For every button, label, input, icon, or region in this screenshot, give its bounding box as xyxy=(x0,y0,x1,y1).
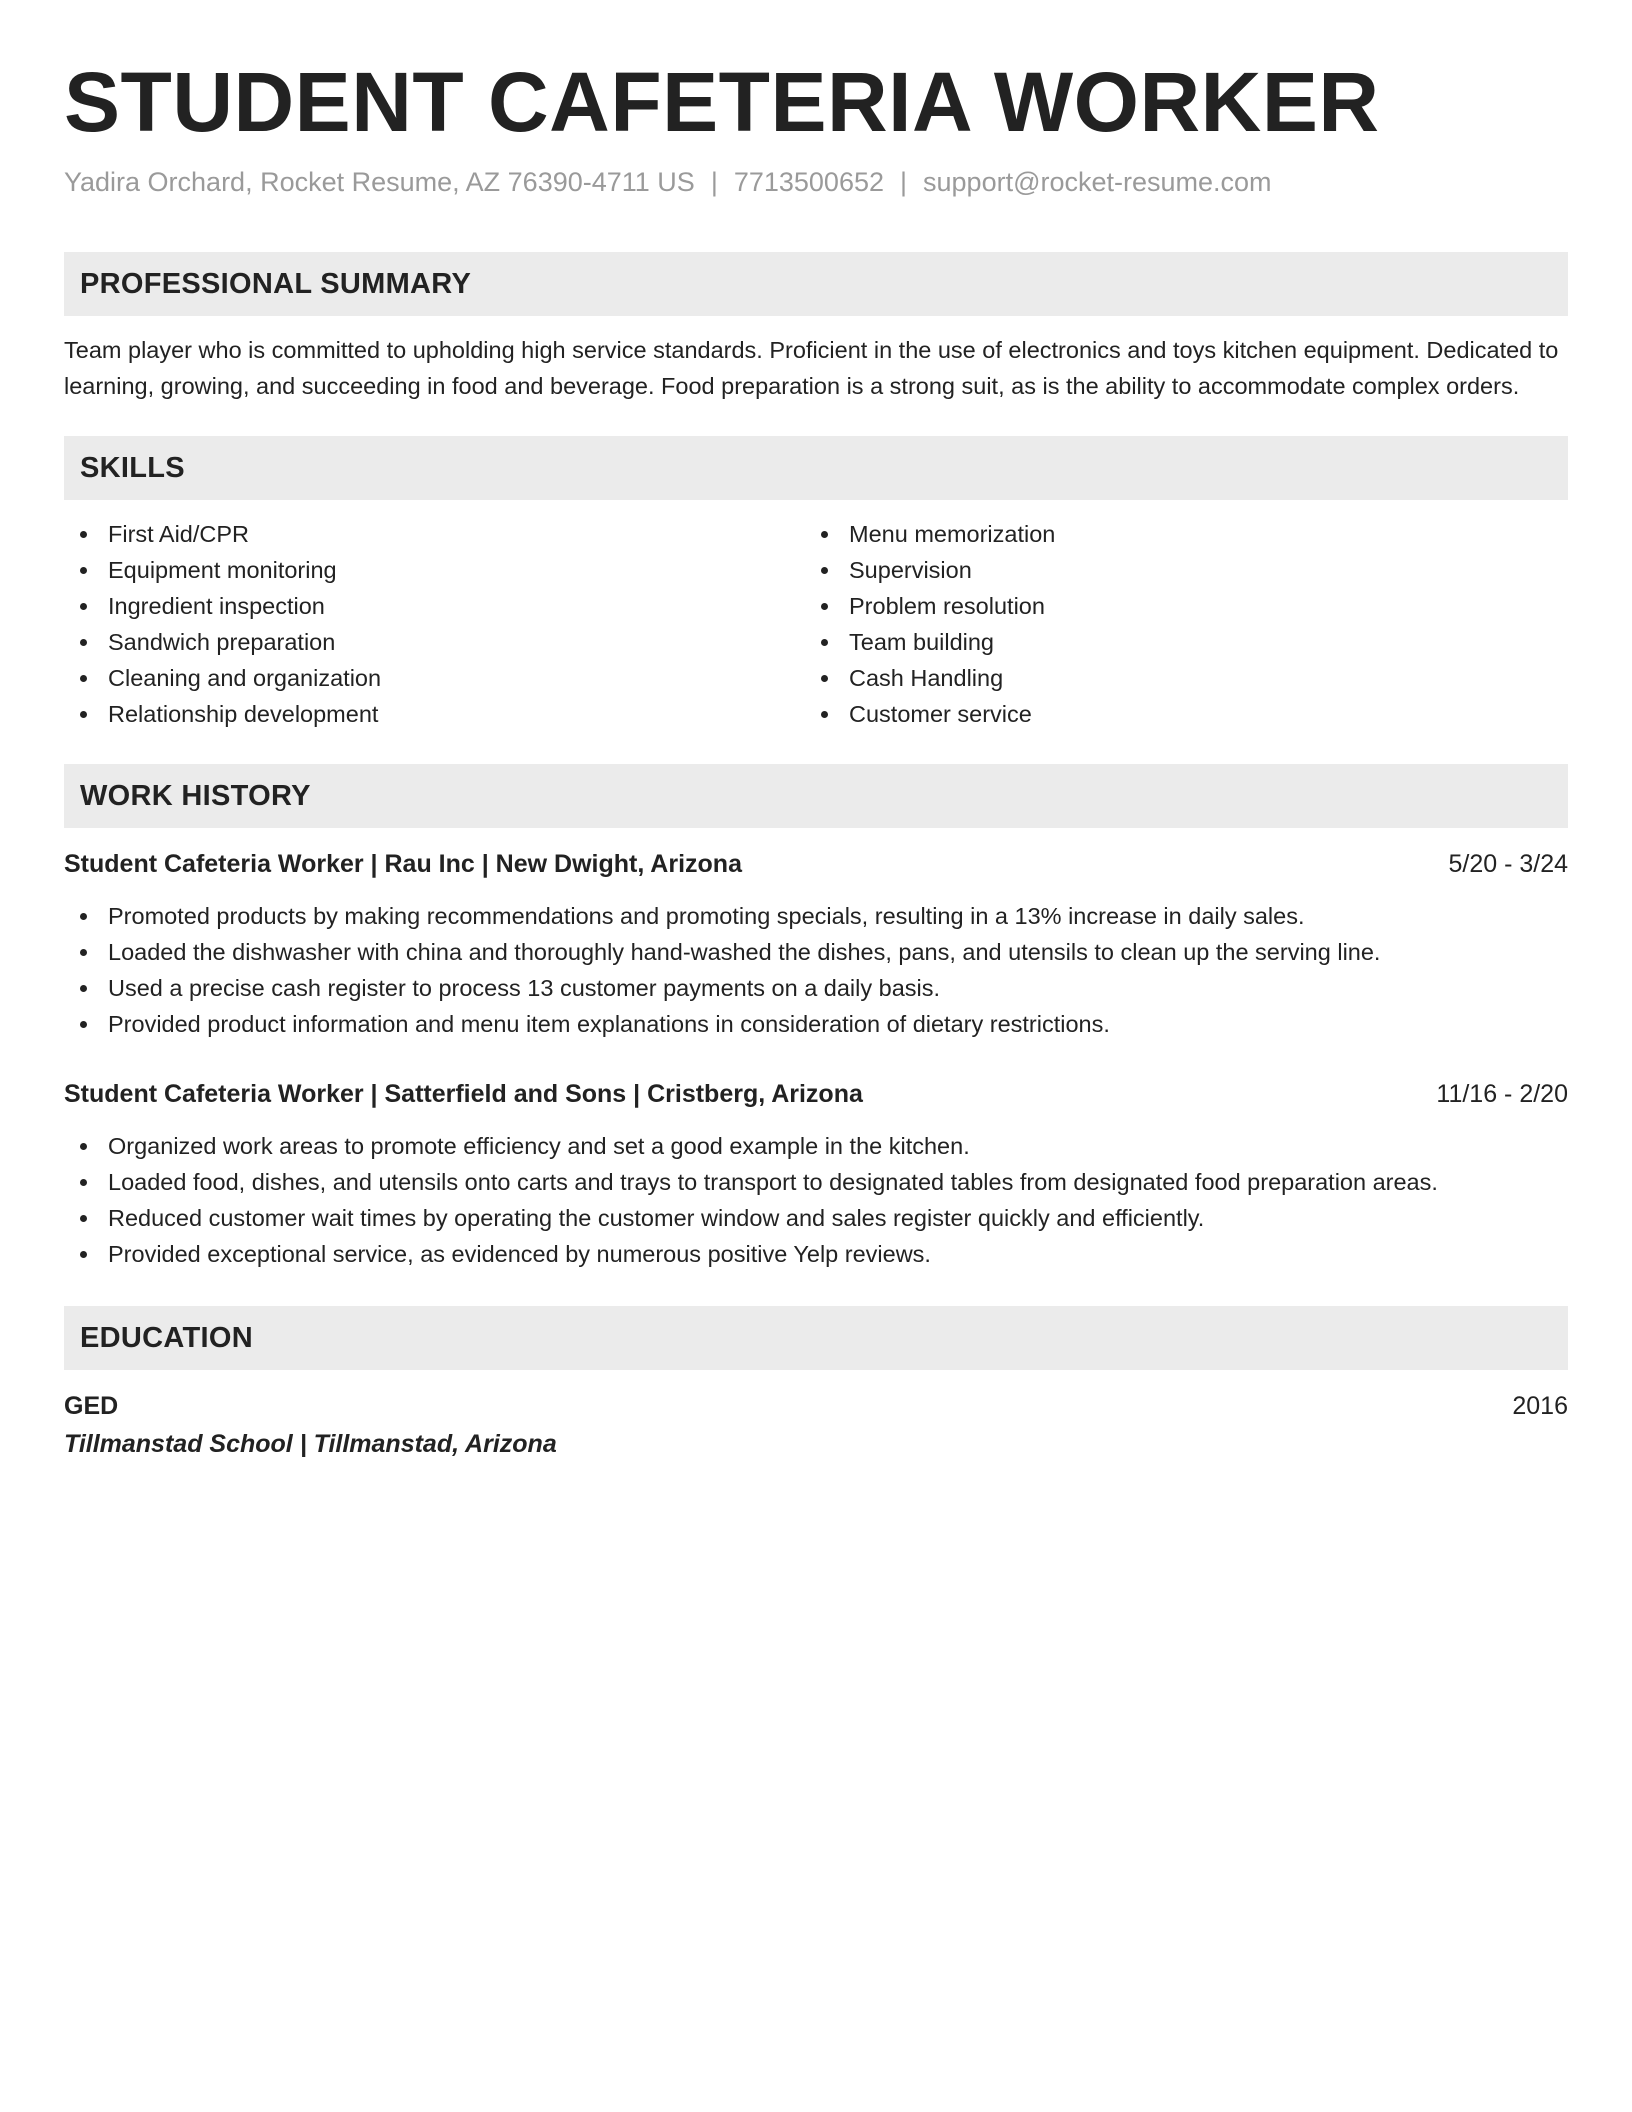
skills-column-left xyxy=(64,516,805,732)
skill-item: Menu memorization xyxy=(805,516,1055,552)
job-bullet: Used a precise cash register to process 13 customer payments on a daily basis. xyxy=(64,970,1568,1006)
section-header-summary: PROFESSIONAL SUMMARY xyxy=(64,252,1568,316)
contact-separator: | xyxy=(900,167,908,197)
skill-item: Supervision xyxy=(805,552,1055,588)
job-bullet: Provided product information and menu item explanations in consideration of dietary restrictions. xyxy=(64,1006,1568,1042)
skill-item: Equipment monitoring xyxy=(64,552,805,588)
skill-item: Cash Handling xyxy=(805,660,1055,696)
resume-name: STUDENT CAFETERIA WORKER xyxy=(64,55,1380,149)
job-title: Student Cafeteria Worker | Satterfield and Sons | Cristberg, Arizona xyxy=(64,1080,863,1108)
skill-item: First Aid/CPR xyxy=(64,516,805,552)
job-bullet: Loaded food, dishes, and utensils onto carts and trays to transport to designated tables from designated food preparation areas. xyxy=(64,1164,1568,1200)
skill-item: Problem resolution xyxy=(805,588,1055,624)
job-bullets xyxy=(64,898,1568,1042)
contact-address: Yadira Orchard, Rocket Resume, AZ 76390-4711 US xyxy=(64,167,695,197)
section-header-education: EDUCATION xyxy=(64,1306,1568,1370)
job-title: Student Cafeteria Worker | Rau Inc | New Dwight, Arizona xyxy=(64,850,742,878)
skill-item: Relationship development xyxy=(64,696,805,732)
job-entry xyxy=(64,846,1568,1042)
job-dates: 5/20 - 3/24 xyxy=(1448,850,1568,878)
skills-column-right xyxy=(805,516,1055,732)
contact-phone: 7713500652 xyxy=(733,167,884,197)
skill-item: Team building xyxy=(805,624,1055,660)
education-row xyxy=(64,1388,1568,1424)
job-bullet: Loaded the dishwasher with china and thoroughly hand-washed the dishes, pans, and utensils to clean up the serving line. xyxy=(64,934,1568,970)
section-header-work-history: WORK HISTORY xyxy=(64,764,1568,828)
education-year: 2016 xyxy=(1512,1392,1568,1420)
skill-item: Ingredient inspection xyxy=(64,588,805,624)
skills-grid xyxy=(64,516,1568,732)
contact-email: support@rocket-resume.com xyxy=(923,167,1272,197)
job-title-row xyxy=(64,1076,1568,1112)
job-bullet: Reduced customer wait times by operating the customer window and sales register quickly and efficiently. xyxy=(64,1200,1568,1236)
summary-text: Team player who is committed to upholding high service standards. Proficient in the use of electronics and toys kitchen equipment. Dedicated to learning, growing, and succeeding in food and beverage. Food preparation is a strong suit, as is the ability to accommodate complex orders. xyxy=(64,337,1559,399)
skill-item: Customer service xyxy=(805,696,1055,732)
contact-separator: | xyxy=(710,167,718,197)
skill-item: Cleaning and organization xyxy=(64,660,805,696)
job-entry xyxy=(64,1076,1568,1272)
education-degree: GED xyxy=(64,1392,119,1420)
section-header-skills: SKILLS xyxy=(64,436,1568,500)
job-title-row xyxy=(64,846,1568,882)
education-school: Tillmanstad School | Tillmanstad, Arizona xyxy=(64,1430,557,1458)
job-bullet: Provided exceptional service, as evidenced by numerous positive Yelp reviews. xyxy=(64,1236,1568,1272)
skill-item: Sandwich preparation xyxy=(64,624,805,660)
job-bullets xyxy=(64,1128,1568,1272)
contact-line xyxy=(64,164,1568,200)
job-bullet: Promoted products by making recommendations and promoting specials, resulting in a 13% increase in daily sales. xyxy=(64,898,1568,934)
job-dates: 11/16 - 2/20 xyxy=(1436,1080,1568,1108)
job-bullet: Organized work areas to promote efficiency and set a good example in the kitchen. xyxy=(64,1128,1568,1164)
